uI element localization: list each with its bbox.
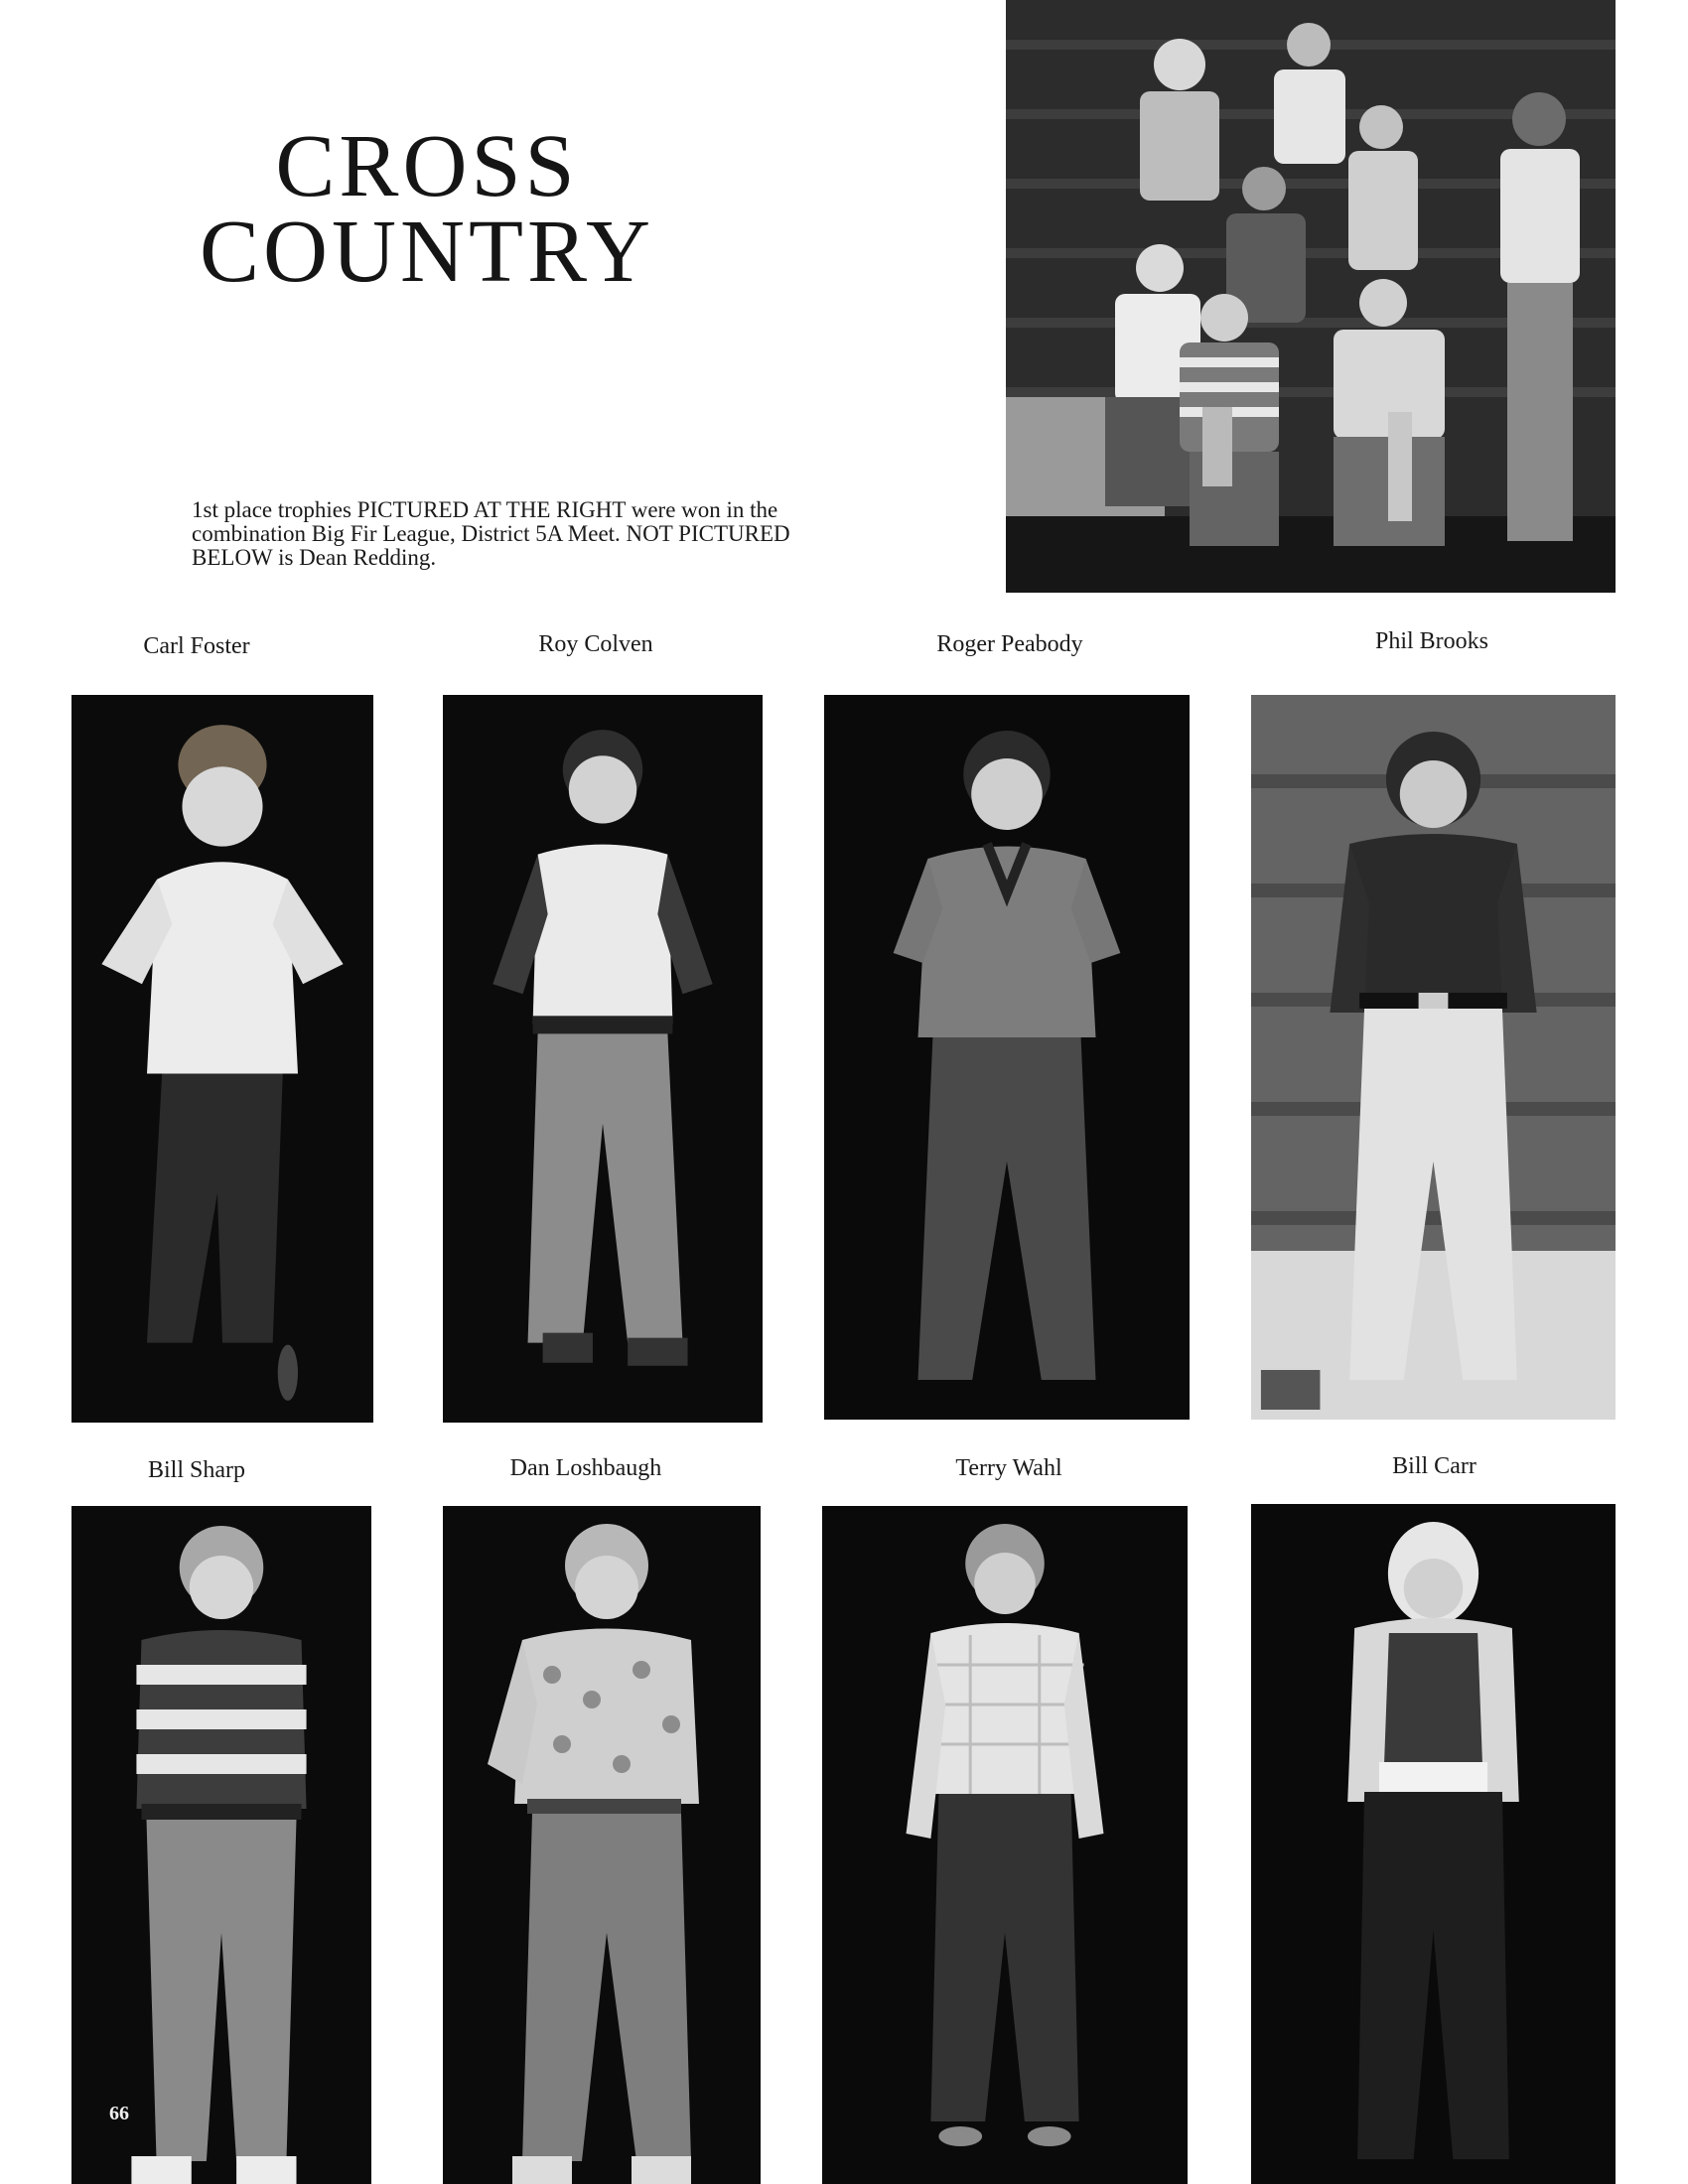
portrait-bill-sharp: [71, 1506, 371, 2184]
caption-text: 1st place trophies PICTURED AT THE RIGHT were won in the combination Big Fir League, District 5A Meet. NOT PICTURED BELOW is Dean Redding.: [192, 497, 790, 570]
portrait-bill-carr: [1251, 1504, 1616, 2184]
name-bill-carr: Bill Carr: [1392, 1453, 1477, 1479]
name-phil-brooks: Phil Brooks: [1374, 628, 1489, 654]
portrait-image: [822, 1506, 1188, 2184]
portrait-terry-wahl: [822, 1506, 1188, 2184]
page-number: 66: [109, 2103, 129, 2124]
name-terry-wahl: Terry Wahl: [955, 1455, 1062, 1481]
team-group-photo: [1006, 0, 1616, 593]
portrait-image: [1251, 695, 1616, 1420]
portrait-carl-foster: [71, 695, 373, 1423]
title-line-2: COUNTRY: [199, 203, 655, 301]
portrait-phil-brooks: [1251, 695, 1616, 1420]
portrait-image: [824, 695, 1190, 1420]
team-group-photo-image: [1006, 0, 1616, 593]
name-roy-colven: Roy Colven: [538, 631, 653, 657]
portrait-roger-peabody: [824, 695, 1190, 1420]
name-bill-sharp: Bill Sharp: [147, 1457, 245, 1483]
portrait-image: [443, 695, 763, 1423]
portrait-image: [71, 695, 373, 1423]
name-roger-peabody: Roger Peabody: [936, 631, 1083, 657]
portrait-image: [71, 1506, 371, 2184]
page-title: [149, 117, 705, 301]
portrait-dan-loshbaugh: [443, 1506, 761, 2184]
portrait-roy-colven: [443, 695, 763, 1423]
title-line-1: CROSS: [275, 117, 579, 215]
portrait-image: [443, 1506, 761, 2184]
portrait-image: [1251, 1504, 1616, 2184]
name-carl-foster: Carl Foster: [143, 633, 250, 659]
name-dan-loshbaugh: Dan Loshbaugh: [509, 1455, 662, 1481]
